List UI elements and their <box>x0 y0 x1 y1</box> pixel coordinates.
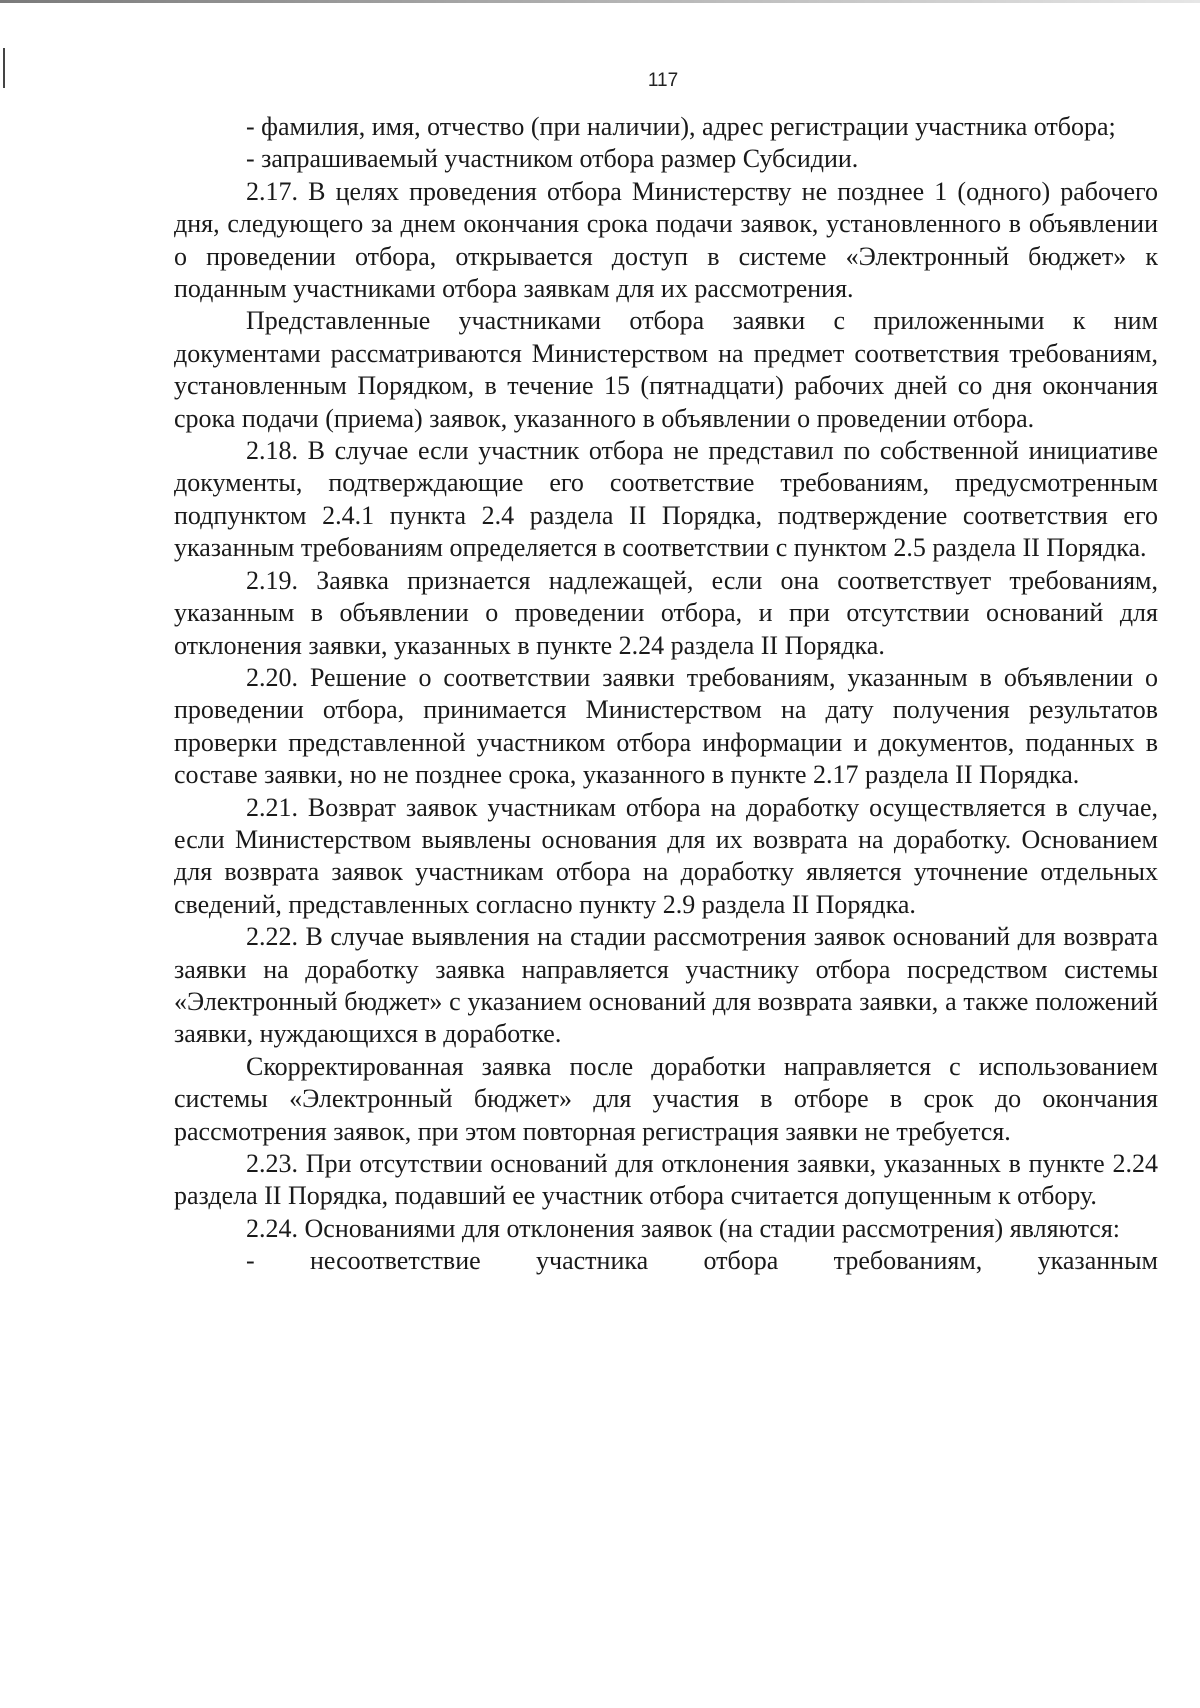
paragraph-2-17: 2.17. В целях проведения отбора Министерству не позднее 1 (одного) рабочего дня, следующего за днем окончания срока подачи заявок, установленного в объявлении о проведении отбора, открывается доступ в системе «Электронный бюджет» к поданным участниками отбора заявкам для их рассмотрения. <box>174 176 1158 304</box>
paragraph-2-24: 2.24. Основаниями для отклонения заявок (на стадии рассмотрения) являются: <box>246 1213 1121 1243</box>
paragraph-2-17-review: Представленные участниками отбора заявки с приложенными к ним документами рассматриваются Министерством на предмет соответствия требованиям, установленным Порядком, в течение 15 (пятнадцати) рабочих дней со дня окончания срока подачи (приема) заявок, указанного в объявлении о проведении отбора. <box>174 306 1158 433</box>
paragraph-mismatch-item: - несоответствие участника отбора требованиям, указанным <box>246 1246 1158 1276</box>
scan-edge-top <box>0 0 1200 3</box>
paragraph-requested-subsidy: - запрашиваемый участником отбора размер Субсидии. <box>246 144 859 174</box>
paragraph-2-20: 2.20. Решение о соответствии заявки требованиям, указанным в объявлении о проведении отбора, принимается Министерством на дату получения результатов проверки представленной участником отбора информации и документов, поданных в составе заявки, но не позднее срока, указанного в пункте 2.17 раздела II Порядка. <box>174 662 1158 790</box>
page-number: 117 <box>647 70 679 91</box>
paragraph-2-18: 2.18. В случае если участник отбора не представил по собственной инициативе документы, подтверждающие его соответствие требованиям, предусмотренным подпунктом 2.4.1 пункта 2.4 раздела II Порядка, подтверждение соответствия его указанным требованиям определяется в соответствии с пунктом 2.5 раздела II Порядка. <box>174 436 1158 563</box>
paragraph-2-21: 2.21. Возврат заявок участникам отбора на доработку осуществляется в случае, если Министерством выявлены основания для их возврата на доработку. Основанием для возврата заявок участникам отбора на доработку является уточнение отдельных сведений, представленных согласно пункту 2.9 раздела II Порядка. <box>174 792 1158 919</box>
paragraph-2-22-corrected: Скорректированная заявка после доработки направляется с использованием системы «Электронный бюджет» для участия в отборе в срок до окончания рассмотрения заявок, при этом повторная регистрация заявки не требуется. <box>174 1051 1158 1146</box>
paragraph-2-19: 2.19. Заявка признается надлежащей, если она соответствует требованиям, указанным в объявлении о проведении отбора, и при отсутствии оснований для отклонения заявки, указанных в пункте 2.24 раздела II Порядка. <box>174 565 1158 660</box>
paragraph-2-23: 2.23. При отсутствии оснований для отклонения заявки, указанных в пункте 2.24 раздела II Порядка, подавший ее участник отбора считается допущенным к отбору. <box>174 1149 1158 1211</box>
paragraph-2-22: 2.22. В случае выявления на стадии рассмотрения заявок оснований для возврата заявки на доработку заявка направляется участнику отбора посредством системы «Электронный бюджет» с указанием оснований для возврата заявки, а также положений заявки, нуждающихся в доработке. <box>174 922 1158 1049</box>
paragraph-applicant-name: - фамилия, имя, отчество (при наличии), адрес регистрации участника отбора; <box>246 112 1116 141</box>
document-body <box>174 111 1158 1278</box>
